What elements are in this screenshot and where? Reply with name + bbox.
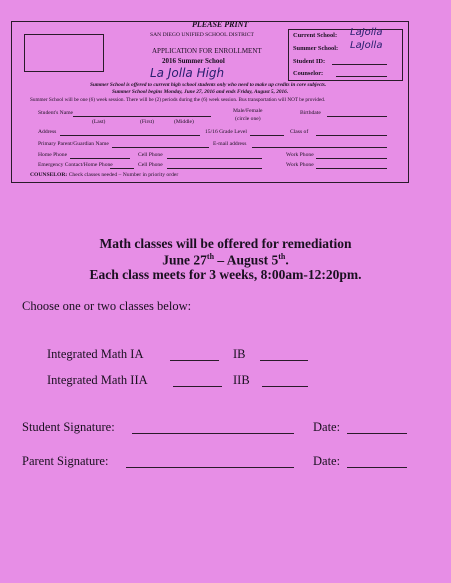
students-name-label: Student's Name [38, 110, 74, 116]
math-iia-blank[interactable] [173, 386, 222, 387]
current-school-value[interactable]: LaJolla [350, 27, 383, 38]
parent-date-label: Date: [313, 454, 341, 468]
ib-blank[interactable] [260, 360, 308, 361]
math-ia-label: Integrated Math IA [47, 347, 144, 361]
address-label: Address [38, 129, 57, 135]
notice-line-2: Summer School begins Monday, June 27, 2016 and ends Friday, August 5, 2016. [112, 89, 289, 95]
male-female-label[interactable]: Male/Female [233, 108, 263, 114]
parent-signature-label: Parent Signature: [22, 454, 109, 468]
parent-date-line[interactable] [347, 467, 407, 468]
program-title: 2016 Summer School [162, 57, 225, 65]
application-title: APPLICATION FOR ENROLLMENT [152, 47, 262, 55]
email-field[interactable] [252, 147, 387, 148]
student-signature-label: Student Signature: [22, 420, 115, 434]
student-signature-line[interactable] [132, 433, 294, 434]
iib-label: IIB [233, 373, 250, 387]
counselor-label: Counselor: [293, 70, 324, 77]
student-date-line[interactable] [347, 433, 407, 434]
student-date-label: Date: [313, 420, 341, 434]
summer-school-label: Summer School: [293, 45, 339, 52]
ib-label: IB [233, 347, 246, 361]
announcement-sup-1: th [206, 252, 215, 261]
work-phone-label-2: Work Phone [286, 162, 314, 168]
student-id-field[interactable] [332, 64, 387, 65]
address-field[interactable] [60, 135, 200, 136]
math-ia-blank[interactable] [170, 360, 219, 361]
cell-phone-label: Cell Phone [138, 152, 163, 158]
first-label: (First) [140, 119, 154, 125]
summer-school-value[interactable]: LaJolla [350, 40, 383, 51]
class-prompt: Choose one or two classes below: [22, 299, 192, 313]
please-print-label: PLEASE PRINT [192, 20, 249, 29]
announcement-period: . [285, 252, 289, 268]
emergency-work-field[interactable] [316, 168, 387, 169]
last-label: (Last) [92, 119, 106, 125]
email-label: E-mail address [213, 141, 247, 147]
class-of-field[interactable] [316, 135, 387, 136]
notice-line-1: Summer School is offered to current high school students only who need to make up credits in core subjects. [90, 82, 327, 88]
math-iia-label: Integrated Math IIA [47, 373, 148, 387]
cell-phone-field[interactable] [167, 158, 262, 159]
photo-box [24, 34, 104, 72]
grade-level-label: 15/16 Grade Level [205, 129, 247, 135]
parent-signature-line[interactable] [126, 467, 294, 468]
student-id-label: Student ID: [293, 58, 326, 65]
birthdate-field[interactable] [327, 116, 387, 117]
announcement-start-date: June 27 [162, 252, 207, 268]
iib-blank[interactable] [262, 386, 308, 387]
handwritten-school: La Jolla High [150, 66, 225, 80]
cell-phone-label-2: Cell Phone [138, 162, 163, 168]
announcement-line-3: Each class meets for 3 weeks, 8:00am-12:20pm. [89, 267, 362, 282]
district-name: SAN DIEGO UNIFIED SCHOOL DISTRICT [150, 32, 254, 38]
work-phone-field[interactable] [316, 158, 387, 159]
home-phone-field[interactable] [70, 158, 130, 159]
work-phone-label: Work Phone [286, 152, 314, 158]
emergency-field[interactable] [110, 168, 134, 169]
counselor-bold-label: COUNSELOR: [30, 172, 68, 178]
emergency-label: Emergency Contact/Home Phone [38, 162, 113, 168]
home-phone-label: Home Phone [38, 152, 68, 158]
guardian-label: Primary Parent/Guardian Name [38, 141, 109, 147]
counselor-note-text: Check classes needed – Number in priority order [68, 172, 179, 178]
counselor-note [30, 172, 178, 178]
announcement-sup-2: th [278, 252, 286, 261]
circle-one-label: (circle one) [235, 116, 261, 122]
announcement-end-date: – August 5 [214, 252, 279, 268]
emergency-cell-field[interactable] [167, 168, 262, 169]
guardian-field[interactable] [112, 147, 209, 148]
notice-line-3: Summer School will be one (6) week session. There will be (2) periods during the (6) week session. Bus transportation will NOT be provided. [30, 97, 326, 103]
grade-level-field[interactable] [250, 135, 284, 136]
counselor-field[interactable] [336, 76, 387, 77]
middle-label: (Middle) [174, 119, 194, 125]
class-of-label: Class of [290, 129, 309, 135]
current-school-label: Current School: [293, 32, 338, 39]
birthdate-label: Birthdate [300, 110, 321, 116]
announcement-line-1: Math classes will be offered for remediation [99, 236, 352, 251]
students-name-field[interactable] [73, 116, 211, 117]
